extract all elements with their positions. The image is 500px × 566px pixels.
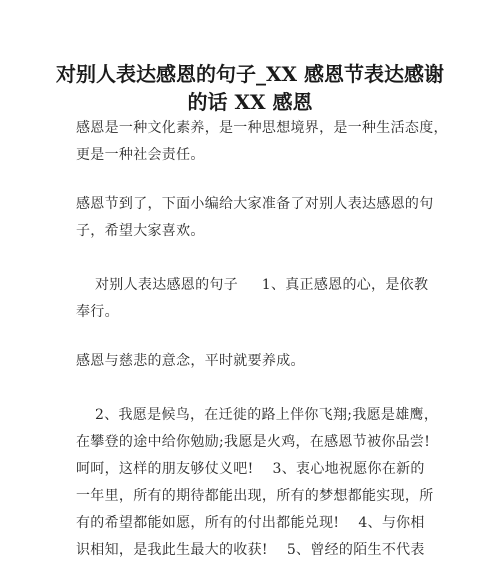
body-line: 感恩节到了，下面小编给大家准备了对别人表达感恩的句 bbox=[76, 196, 434, 212]
document-title-line-1: 对别人表达感恩的句子_XX 感恩节表达感谢 bbox=[56, 62, 444, 86]
body-line: 2、我愿是候鸟，在迁徙的路上伴你飞翔;我愿是雄鹰， bbox=[76, 407, 439, 423]
body-line: 在攀登的途中给你勉励;我愿是火鸡，在感恩节被你品尝! bbox=[76, 434, 431, 450]
body-line: 奉行。 bbox=[76, 304, 119, 320]
body-line: 呵呵，这样的朋友够仗义吧! 3、衷心地祝愿你在新的 bbox=[76, 461, 425, 477]
body-line: 一年里，所有的期待都能出现，所有的梦想都能实现，所 bbox=[76, 488, 434, 504]
body-line: 感恩与慈悲的意念，平时就要养成。 bbox=[76, 353, 305, 369]
body-line: 子，希望大家喜欢。 bbox=[76, 223, 205, 239]
body-line: 对别人表达感恩的句子 1、真正感恩的心，是依教 bbox=[76, 277, 429, 293]
body-line: 更是一种社会责任。 bbox=[76, 147, 205, 163]
body-line: 识相知，是我此生最大的收获! 5、曾经的陌生不代表 bbox=[76, 542, 425, 558]
body-line: 感恩是一种文化素养，是一种思想境界，是一种生活态度， bbox=[76, 120, 448, 136]
document-title-line-2: 的话 XX 感恩 bbox=[187, 90, 313, 114]
body-line: 有的希望都能如愿，所有的付出都能兑现! 4、与你相 bbox=[76, 515, 425, 531]
